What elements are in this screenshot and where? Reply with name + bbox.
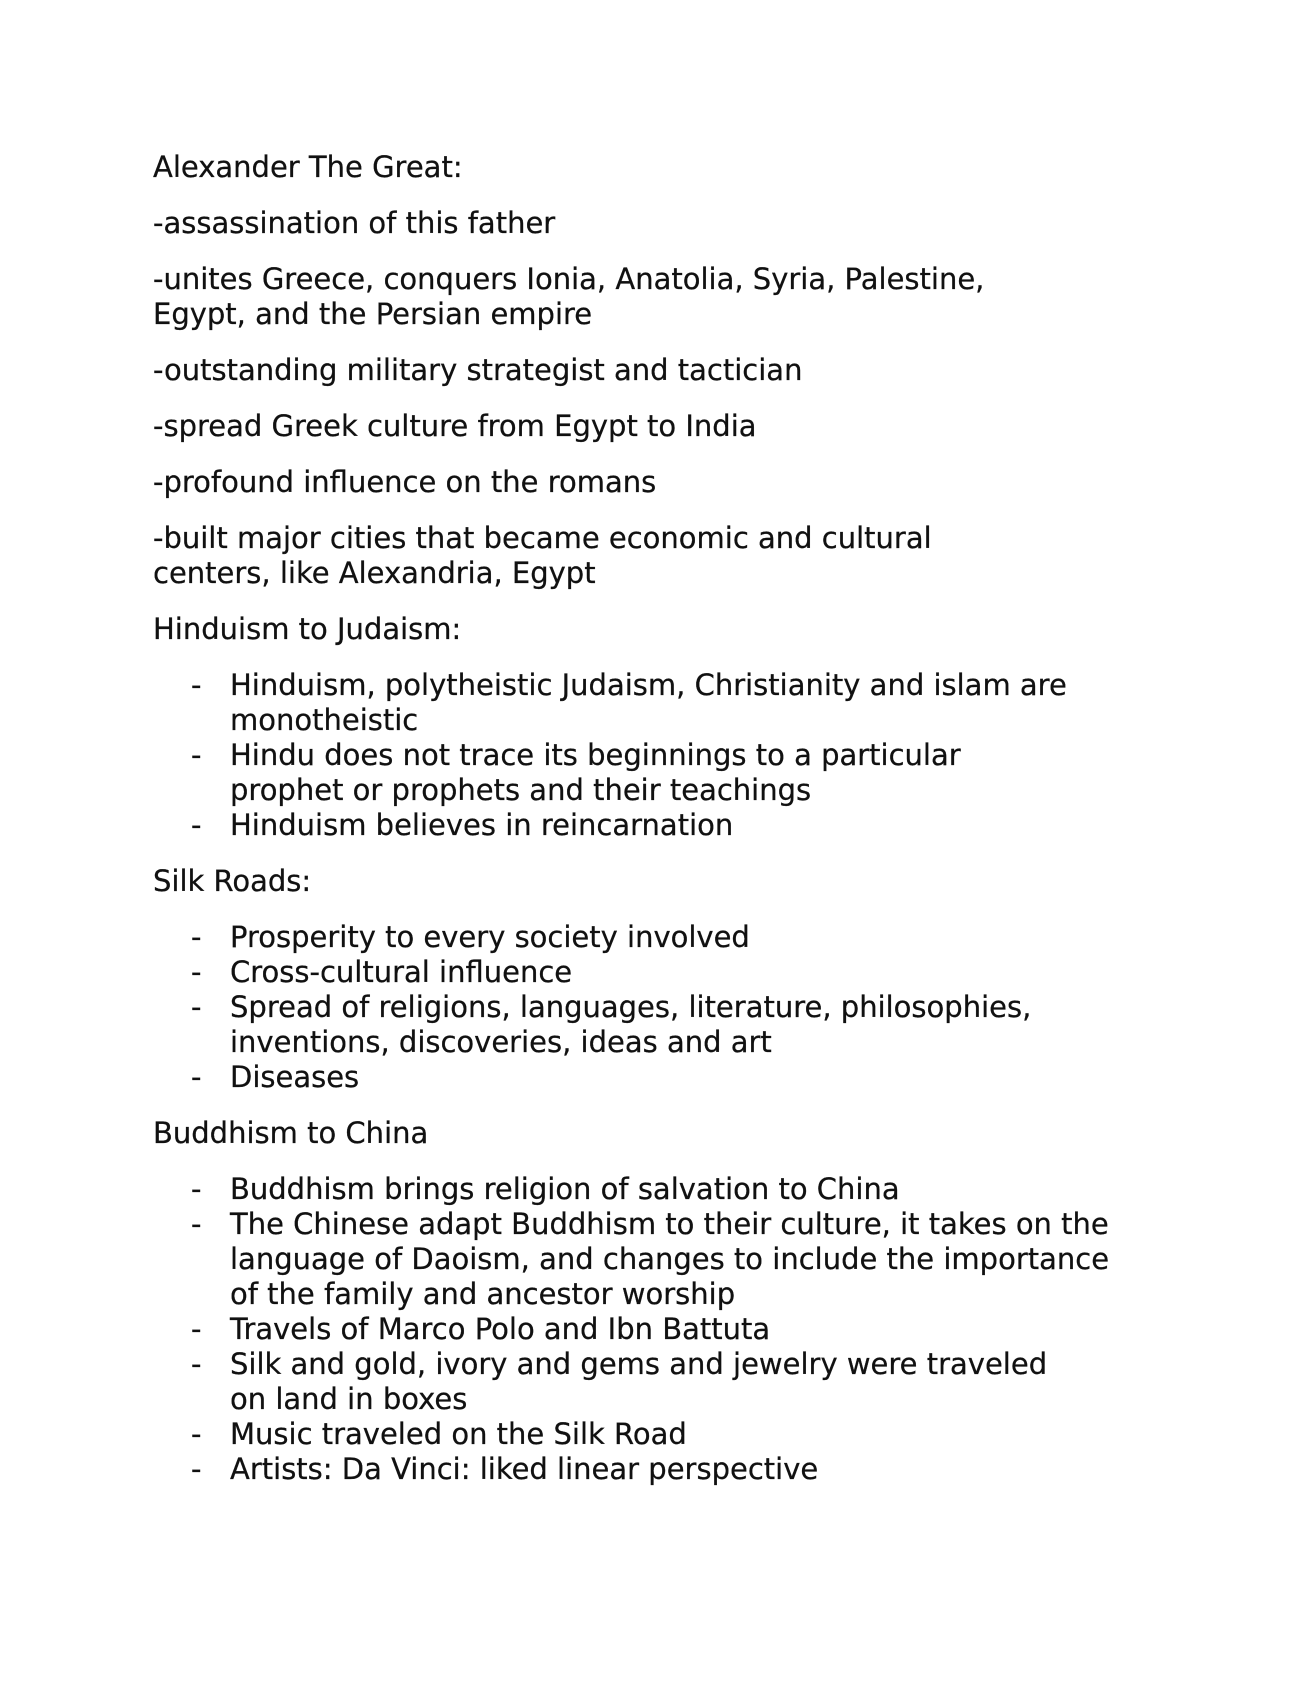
list-item-text: Cross-cultural influence [230, 955, 573, 989]
note-line: -unites Greece, conquers Ionia, Anatolia, Syria, Palestine, Egypt, and the Persian empire [153, 262, 985, 331]
note-line: -outstanding military strategist and tactician [153, 353, 803, 387]
list-item-text: Diseases [230, 1060, 360, 1094]
list-item [153, 808, 1120, 843]
list-item-text: Artists: Da Vinci: liked linear perspective [230, 1452, 819, 1486]
dash-bullet: - [191, 1347, 202, 1381]
list-item [153, 1347, 1060, 1417]
list-item-text: Silk and gold, ivory and gems and jewelry were traveled on land in boxes [230, 1347, 1048, 1416]
list-item [153, 1312, 1120, 1347]
list-item-text: Hinduism believes in reincarnation [230, 808, 734, 842]
list-item [153, 920, 1120, 955]
section-heading-silk-roads: Silk Roads: [153, 864, 312, 898]
list-item-text: Hinduism, polytheistic Judaism, Christianity and islam are monotheistic [230, 668, 1067, 737]
list-item-text: Hindu does not trace its beginnings to a particular prophet or prophets and their teachings [230, 738, 961, 807]
list-item [153, 738, 1070, 808]
bullet-list-buddhism [153, 1172, 1153, 1487]
bullet-list-hinduism [153, 668, 1153, 843]
bullet-list-silk-roads [153, 920, 1153, 1095]
dash-bullet: - [191, 1172, 202, 1206]
dash-bullet: - [191, 738, 202, 772]
dash-bullet: - [191, 808, 202, 842]
list-item [153, 1452, 1120, 1487]
section-heading-alexander: Alexander The Great: [153, 150, 463, 184]
list-item-text: Travels of Marco Polo and Ibn Battuta [230, 1312, 771, 1346]
note-line: -built major cities that became economic and cultural centers, like Alexandria, Egypt [153, 521, 932, 590]
list-item-text: Music traveled on the Silk Road [230, 1417, 687, 1451]
list-item [153, 1207, 1120, 1312]
dash-bullet: - [191, 668, 202, 702]
list-item [153, 1172, 1120, 1207]
list-item-text: The Chinese adapt Buddhism to their culture, it takes on the language of Daoism, and changes to include the importance of the family and ancestor worship [230, 1207, 1110, 1311]
list-item-text: Prosperity to every society involved [230, 920, 750, 954]
list-item [153, 668, 1120, 738]
dash-bullet: - [191, 1060, 202, 1094]
note-line: -profound influence on the romans [153, 465, 657, 499]
note-line: -spread Greek culture from Egypt to India [153, 409, 757, 443]
dash-bullet: - [191, 990, 202, 1024]
section-heading-hinduism: Hinduism to Judaism: [153, 612, 462, 646]
document-page [153, 150, 1153, 1508]
note-line: -assassination of this father [153, 206, 556, 240]
dash-bullet: - [191, 1417, 202, 1451]
list-item [153, 1417, 1120, 1452]
list-item-text: Buddhism brings religion of salvation to China [230, 1172, 900, 1206]
list-item [153, 1060, 1120, 1095]
list-item [153, 955, 1120, 990]
dash-bullet: - [191, 920, 202, 954]
list-item-text: Spread of religions, languages, literature, philosophies, inventions, discoveries, ideas and art [230, 990, 1032, 1059]
section-heading-buddhism: Buddhism to China [153, 1116, 429, 1150]
list-item [153, 990, 1100, 1060]
dash-bullet: - [191, 1452, 202, 1486]
dash-bullet: - [191, 1312, 202, 1346]
dash-bullet: - [191, 1207, 202, 1241]
dash-bullet: - [191, 955, 202, 989]
